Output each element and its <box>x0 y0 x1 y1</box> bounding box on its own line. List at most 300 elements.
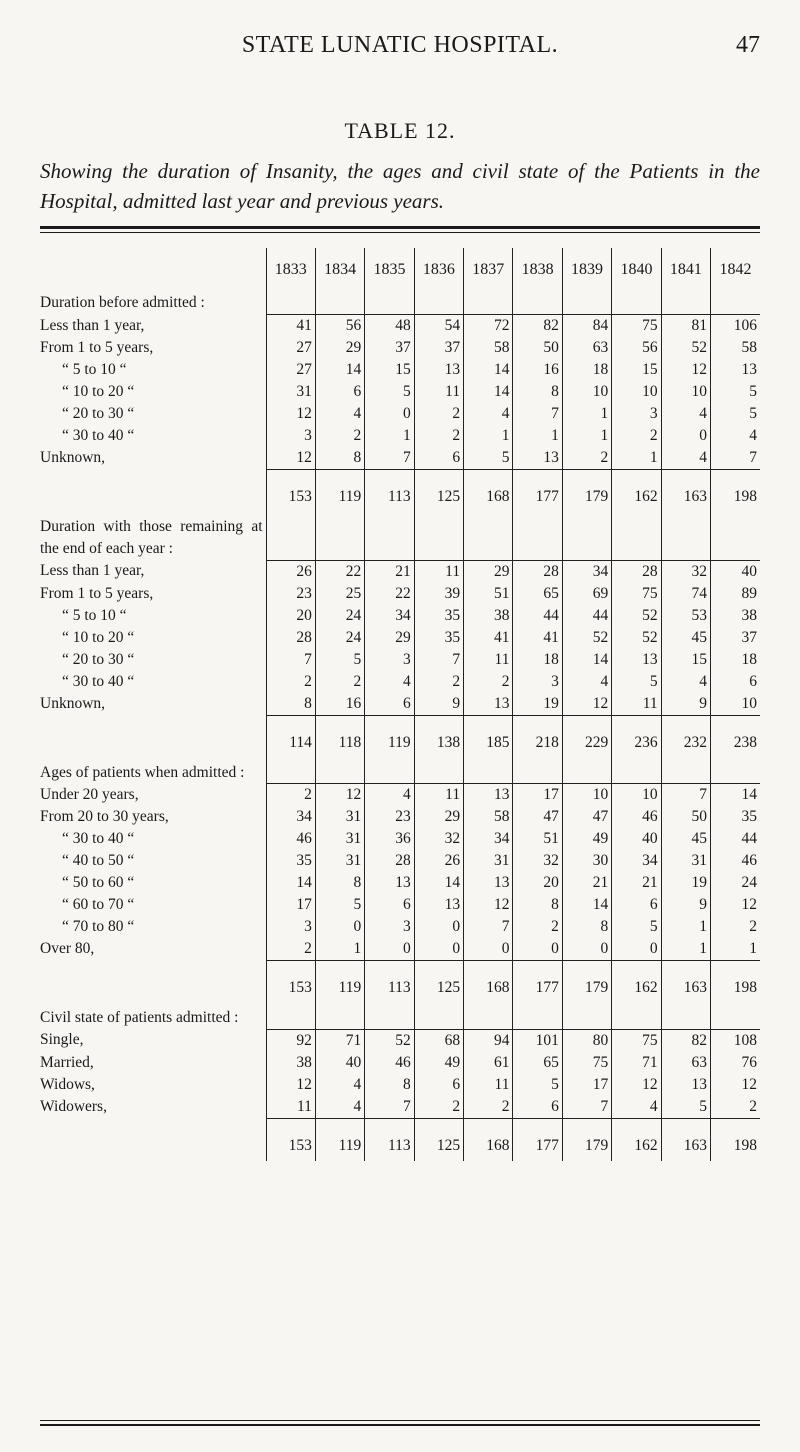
table-cell: 61 <box>464 1052 513 1074</box>
table-cell: 24 <box>711 872 760 894</box>
table-cell: 14 <box>562 649 611 671</box>
total-cell: 177 <box>513 1118 562 1161</box>
empty-cell <box>513 512 562 560</box>
section-heading-row <box>40 758 760 784</box>
total-cell: 177 <box>513 470 562 513</box>
table-cell: 23 <box>365 806 414 828</box>
total-cell: 162 <box>612 470 661 513</box>
table-cell: 101 <box>513 1029 562 1052</box>
table-row <box>40 938 760 961</box>
table-cell: 2 <box>315 425 364 447</box>
table-cell: 13 <box>464 784 513 807</box>
empty-cell <box>414 292 463 315</box>
table-cell: 7 <box>266 649 315 671</box>
table-cell: 13 <box>464 872 513 894</box>
table-cell: 72 <box>464 315 513 338</box>
table-cell: 44 <box>711 828 760 850</box>
total-cell: 238 <box>711 715 760 758</box>
table-cell: 31 <box>661 850 710 872</box>
total-cell: 153 <box>266 1118 315 1161</box>
table-cell: 6 <box>513 1096 562 1119</box>
table-row <box>40 916 760 938</box>
total-cell: 119 <box>315 1118 364 1161</box>
table-cell: 51 <box>513 828 562 850</box>
table-cell: 34 <box>562 560 611 583</box>
row-label: Under 20 years, <box>40 785 139 803</box>
table-cell: 5 <box>711 381 760 403</box>
table-cell: 20 <box>513 872 562 894</box>
year-header-blank <box>40 248 266 292</box>
table-cell: 108 <box>711 1029 760 1052</box>
table-cell: 11 <box>612 693 661 716</box>
total-cell: 114 <box>266 715 315 758</box>
table-cell: 14 <box>464 359 513 381</box>
table-cell: 7 <box>365 1096 414 1119</box>
table-cell: 14 <box>266 872 315 894</box>
empty-cell <box>365 1003 414 1029</box>
table-cell: 0 <box>365 938 414 961</box>
table-cell: 65 <box>513 583 562 605</box>
table-cell: 26 <box>266 560 315 583</box>
table-cell: 6 <box>365 693 414 716</box>
table-row <box>40 894 760 916</box>
table-cell: 74 <box>661 583 710 605</box>
table-cell: 22 <box>365 583 414 605</box>
table-cell: 6 <box>612 894 661 916</box>
table-cell: 13 <box>661 1074 710 1096</box>
table-cell: 50 <box>513 337 562 359</box>
table-cell: 51 <box>464 583 513 605</box>
table-cell: 35 <box>414 605 463 627</box>
row-label: Over 80, <box>40 940 95 958</box>
empty-cell <box>711 1003 760 1029</box>
total-cell: 153 <box>266 961 315 1004</box>
row-label: “ 60 to 70 “ <box>62 896 135 913</box>
table-cell: 21 <box>562 872 611 894</box>
table-cell: 63 <box>562 337 611 359</box>
table-cell: 12 <box>711 894 760 916</box>
year-header-cell: 1835 <box>365 248 414 292</box>
table-cell: 10 <box>612 784 661 807</box>
year-header-cell: 1838 <box>513 248 562 292</box>
year-header-cell: 1840 <box>612 248 661 292</box>
table-cell: 14 <box>464 381 513 403</box>
total-cell: 168 <box>464 1118 513 1161</box>
table-cell: 29 <box>414 806 463 828</box>
total-cell: 185 <box>464 715 513 758</box>
table-cell: 58 <box>711 337 760 359</box>
table-row <box>40 425 760 447</box>
table-cell: 4 <box>661 671 710 693</box>
table-cell: 5 <box>612 916 661 938</box>
table-cell: 20 <box>266 605 315 627</box>
table-cell: 2 <box>464 1096 513 1119</box>
table-cell: 13 <box>414 359 463 381</box>
table-cell: 12 <box>464 894 513 916</box>
table-cell: 6 <box>711 671 760 693</box>
total-label-blank <box>40 961 266 1004</box>
empty-cell <box>513 292 562 315</box>
table-row <box>40 784 760 807</box>
table-row <box>40 381 760 403</box>
empty-cell <box>365 512 414 560</box>
empty-cell <box>562 292 611 315</box>
table-cell: 1 <box>464 425 513 447</box>
table-cell: 5 <box>612 671 661 693</box>
table-cell: 46 <box>365 1052 414 1074</box>
total-cell: 218 <box>513 715 562 758</box>
table-cell: 89 <box>711 583 760 605</box>
table-cell: 49 <box>562 828 611 850</box>
table-cell: 2 <box>266 938 315 961</box>
table-row <box>40 1096 760 1119</box>
table-cell: 28 <box>365 850 414 872</box>
table-cell: 75 <box>612 583 661 605</box>
empty-cell <box>414 1003 463 1029</box>
total-cell: 138 <box>414 715 463 758</box>
table-cell: 44 <box>562 605 611 627</box>
table-cell: 6 <box>315 381 364 403</box>
table-cell: 71 <box>612 1052 661 1074</box>
table-cell: 28 <box>266 627 315 649</box>
table-cell: 38 <box>711 605 760 627</box>
table-cell: 41 <box>266 315 315 338</box>
empty-cell <box>562 512 611 560</box>
table-cell: 2 <box>266 671 315 693</box>
empty-cell <box>513 758 562 784</box>
table-cell: 38 <box>464 605 513 627</box>
table-cell: 52 <box>612 627 661 649</box>
table-cell: 58 <box>464 337 513 359</box>
table-cell: 65 <box>513 1052 562 1074</box>
table-cell: 2 <box>562 447 611 470</box>
total-row <box>40 470 760 513</box>
table-cell: 3 <box>365 649 414 671</box>
table-cell: 19 <box>513 693 562 716</box>
table-cell: 1 <box>365 425 414 447</box>
table-cell: 1 <box>661 916 710 938</box>
table-cell: 3 <box>612 403 661 425</box>
table-cell: 69 <box>562 583 611 605</box>
table-cell: 32 <box>414 828 463 850</box>
table-cell: 34 <box>612 850 661 872</box>
table-cell: 15 <box>661 649 710 671</box>
row-label: “ 40 to 50 “ <box>62 852 135 869</box>
table-cell: 84 <box>562 315 611 338</box>
table-cell: 18 <box>562 359 611 381</box>
table-cell: 2 <box>414 671 463 693</box>
table-cell: 2 <box>513 916 562 938</box>
table-cell: 12 <box>562 693 611 716</box>
empty-cell <box>562 758 611 784</box>
total-cell: 119 <box>315 961 364 1004</box>
table-cell: 0 <box>464 938 513 961</box>
table-cell: 0 <box>365 403 414 425</box>
total-cell: 179 <box>562 1118 611 1161</box>
total-cell: 119 <box>315 470 364 513</box>
table-cell: 9 <box>414 693 463 716</box>
year-header-row <box>40 248 760 292</box>
bottom-rule-thick <box>40 1424 760 1426</box>
table-cell: 9 <box>661 693 710 716</box>
table-cell: 12 <box>266 1074 315 1096</box>
statistics-table <box>40 248 760 1161</box>
table-cell: 48 <box>365 315 414 338</box>
year-header-cell: 1836 <box>414 248 463 292</box>
table-cell: 10 <box>661 381 710 403</box>
table-cell: 11 <box>464 649 513 671</box>
table-cell: 0 <box>661 425 710 447</box>
empty-cell <box>414 758 463 784</box>
table-row <box>40 872 760 894</box>
year-header-cell: 1841 <box>661 248 710 292</box>
table-cell: 3 <box>365 916 414 938</box>
table-cell: 12 <box>266 447 315 470</box>
total-cell: 168 <box>464 470 513 513</box>
total-cell: 118 <box>315 715 364 758</box>
table-cell: 41 <box>513 627 562 649</box>
year-header-cell: 1842 <box>711 248 760 292</box>
table-cell: 8 <box>315 447 364 470</box>
table-cell: 32 <box>661 560 710 583</box>
empty-cell <box>612 292 661 315</box>
table-row <box>40 649 760 671</box>
table-cell: 12 <box>711 1074 760 1096</box>
total-label-blank <box>40 715 266 758</box>
table-cell: 10 <box>562 381 611 403</box>
row-label: “ 20 to 30 “ <box>62 405 135 422</box>
table-cell: 14 <box>414 872 463 894</box>
table-cell: 0 <box>315 916 364 938</box>
table-cell: 13 <box>513 447 562 470</box>
table-cell: 0 <box>414 916 463 938</box>
table-cell: 21 <box>612 872 661 894</box>
table-cell: 5 <box>464 447 513 470</box>
table-cell: 1 <box>661 938 710 961</box>
table-cell: 8 <box>266 693 315 716</box>
table-cell: 31 <box>464 850 513 872</box>
table-cell: 11 <box>414 381 463 403</box>
table-cell: 11 <box>414 784 463 807</box>
table-cell: 27 <box>266 337 315 359</box>
table-cell: 13 <box>365 872 414 894</box>
table-cell: 1 <box>562 425 611 447</box>
table-title: TABLE 12. <box>344 118 456 143</box>
table-cell: 24 <box>315 627 364 649</box>
table-cell: 46 <box>612 806 661 828</box>
table-cell: 82 <box>513 315 562 338</box>
table-cell: 5 <box>513 1074 562 1096</box>
year-header-cell: 1839 <box>562 248 611 292</box>
section-heading-row <box>40 1003 760 1029</box>
running-head: STATE LUNATIC HOSPITAL. <box>241 32 559 58</box>
table-row <box>40 403 760 425</box>
table-cell: 2 <box>414 1096 463 1119</box>
table-cell: 15 <box>365 359 414 381</box>
table-cell: 2 <box>414 425 463 447</box>
table-row <box>40 447 760 470</box>
table-row <box>40 1074 760 1096</box>
table-cell: 12 <box>612 1074 661 1096</box>
total-cell: 125 <box>414 961 463 1004</box>
empty-cell <box>266 758 315 784</box>
table-cell: 0 <box>612 938 661 961</box>
table-row <box>40 806 760 828</box>
table-cell: 10 <box>612 381 661 403</box>
table-cell: 25 <box>315 583 364 605</box>
total-row <box>40 1118 760 1161</box>
table-cell: 4 <box>315 403 364 425</box>
total-cell: 229 <box>562 715 611 758</box>
table-cell: 82 <box>661 1029 710 1052</box>
total-cell: 236 <box>612 715 661 758</box>
table-cell: 1 <box>315 938 364 961</box>
table-cell: 46 <box>711 850 760 872</box>
table-cell: 50 <box>661 806 710 828</box>
table-cell: 8 <box>562 916 611 938</box>
row-label: Single, <box>40 1031 84 1049</box>
total-cell: 162 <box>612 1118 661 1161</box>
table-row <box>40 850 760 872</box>
table-cell: 16 <box>513 359 562 381</box>
table-cell: 4 <box>661 403 710 425</box>
table-cell: 32 <box>513 850 562 872</box>
table-cell: 9 <box>661 894 710 916</box>
table-cell: 45 <box>661 828 710 850</box>
table-row <box>40 560 760 583</box>
table-cell: 39 <box>414 583 463 605</box>
total-cell: 113 <box>365 1118 414 1161</box>
table-cell: 27 <box>266 359 315 381</box>
table-cell: 8 <box>365 1074 414 1096</box>
empty-cell <box>315 758 364 784</box>
table-cell: 7 <box>711 447 760 470</box>
row-label: Less than 1 year, <box>40 562 145 580</box>
table-cell: 7 <box>513 403 562 425</box>
table-cell: 17 <box>562 1074 611 1096</box>
table-cell: 13 <box>612 649 661 671</box>
empty-cell <box>661 758 710 784</box>
table-cell: 45 <box>661 627 710 649</box>
table-cell: 49 <box>414 1052 463 1074</box>
row-label: “ 5 to 10 “ <box>62 606 127 624</box>
table-caption: Showing the duration of Insanity, the ages and civil state of the Patients in the Hospital, admitted last year and previous years. <box>40 159 760 213</box>
table-cell: 40 <box>315 1052 364 1074</box>
table-cell: 26 <box>414 850 463 872</box>
total-row <box>40 715 760 758</box>
empty-cell <box>315 1003 364 1029</box>
table-cell: 13 <box>464 693 513 716</box>
section-heading-row <box>40 292 760 315</box>
total-cell: 232 <box>661 715 710 758</box>
table-cell: 21 <box>365 560 414 583</box>
table-row <box>40 315 760 338</box>
table-cell: 8 <box>513 381 562 403</box>
table-row <box>40 1029 760 1052</box>
table-cell: 0 <box>414 938 463 961</box>
empty-cell <box>612 758 661 784</box>
table-cell: 4 <box>711 425 760 447</box>
year-header-cell: 1833 <box>266 248 315 292</box>
table-cell: 5 <box>661 1096 710 1119</box>
table-row <box>40 359 760 381</box>
total-cell: 119 <box>365 715 414 758</box>
table-row <box>40 671 760 693</box>
empty-cell <box>464 758 513 784</box>
table-cell: 94 <box>464 1029 513 1052</box>
table-cell: 31 <box>266 381 315 403</box>
row-label: “ 50 to 60 “ <box>62 874 135 891</box>
empty-cell <box>513 1003 562 1029</box>
table-cell: 15 <box>612 359 661 381</box>
section-heading: Ages of patients when admitted : <box>40 763 245 781</box>
table-cell: 23 <box>266 583 315 605</box>
table-cell: 29 <box>464 560 513 583</box>
table-cell: 28 <box>513 560 562 583</box>
table-cell: 30 <box>562 850 611 872</box>
table-cell: 34 <box>464 828 513 850</box>
total-cell: 125 <box>414 1118 463 1161</box>
empty-cell <box>711 512 760 560</box>
table-cell: 34 <box>365 605 414 627</box>
empty-cell <box>661 1003 710 1029</box>
table-cell: 18 <box>711 649 760 671</box>
table-cell: 92 <box>266 1029 315 1052</box>
table-row <box>40 828 760 850</box>
empty-cell <box>612 512 661 560</box>
table-cell: 29 <box>365 627 414 649</box>
table-cell: 40 <box>612 828 661 850</box>
empty-cell <box>266 512 315 560</box>
table-cell: 75 <box>612 315 661 338</box>
empty-cell <box>266 292 315 315</box>
total-label-blank <box>40 1118 266 1161</box>
table-cell: 11 <box>464 1074 513 1096</box>
table-row <box>40 337 760 359</box>
table-cell: 6 <box>414 447 463 470</box>
table-cell: 7 <box>365 447 414 470</box>
row-label: Widows, <box>40 1075 95 1093</box>
section-heading: Civil state of patients admitted : <box>40 1009 239 1026</box>
table-cell: 2 <box>414 403 463 425</box>
empty-cell <box>266 1003 315 1029</box>
table-cell: 4 <box>315 1074 364 1096</box>
total-cell: 198 <box>711 470 760 513</box>
table-cell: 7 <box>661 784 710 807</box>
total-cell: 153 <box>266 470 315 513</box>
table-cell: 1 <box>562 403 611 425</box>
table-cell: 81 <box>661 315 710 338</box>
table-cell: 14 <box>562 894 611 916</box>
table-cell: 46 <box>266 828 315 850</box>
row-label: Less than 1 year, <box>40 316 145 334</box>
table-cell: 5 <box>711 403 760 425</box>
table-cell: 6 <box>414 1074 463 1096</box>
table-cell: 11 <box>414 560 463 583</box>
table-cell: 4 <box>315 1096 364 1119</box>
section-heading: Duration before admitted : <box>40 294 205 312</box>
row-label: Widowers, <box>40 1097 107 1115</box>
total-cell: 179 <box>562 961 611 1004</box>
table-cell: 11 <box>266 1096 315 1119</box>
table-cell: 2 <box>464 671 513 693</box>
table-cell: 37 <box>365 337 414 359</box>
table-cell: 24 <box>315 605 364 627</box>
table-cell: 18 <box>513 649 562 671</box>
table-cell: 13 <box>414 894 463 916</box>
table-cell: 47 <box>513 806 562 828</box>
empty-cell <box>711 758 760 784</box>
